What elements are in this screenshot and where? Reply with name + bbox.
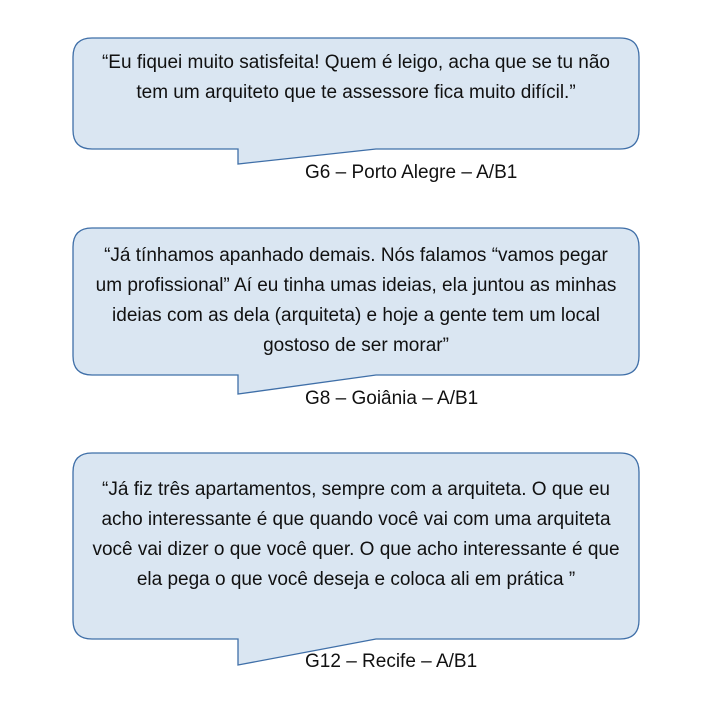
quote-callout-1 bbox=[72, 37, 640, 167]
quote-text: “Eu fiquei muito satisfeita! Quem é leigo, acha que se tu não tem um arquiteto que te assessore fica muito difícil.” bbox=[101, 52, 611, 103]
quote-attribution: G6 – Porto Alegre – A/B1 bbox=[305, 162, 518, 183]
quote-text: “Já fiz três apartamentos, sempre com a arquiteta. O que eu acho interessante é que quando você vai com uma arquiteta você vai dizer o que você quer. O que acho interessante é que ela pega o que você deseja e coloca ali em prática ” bbox=[92, 479, 620, 590]
quote-callout-3 bbox=[72, 452, 640, 668]
quote-attribution: G12 – Recife – A/B1 bbox=[305, 651, 478, 672]
quote-text: “Já tínhamos apanhado demais. Nós falamos “vamos pegar um profissional” Aí eu tinha umas ideias, ela juntou as minhas ideias com as dela (arquiteta) e hoje a gente tem um local gostoso de ser morar” bbox=[95, 245, 617, 356]
quote-callout-2 bbox=[72, 227, 640, 397]
quote-attribution: G8 – Goiânia – A/B1 bbox=[305, 388, 479, 409]
